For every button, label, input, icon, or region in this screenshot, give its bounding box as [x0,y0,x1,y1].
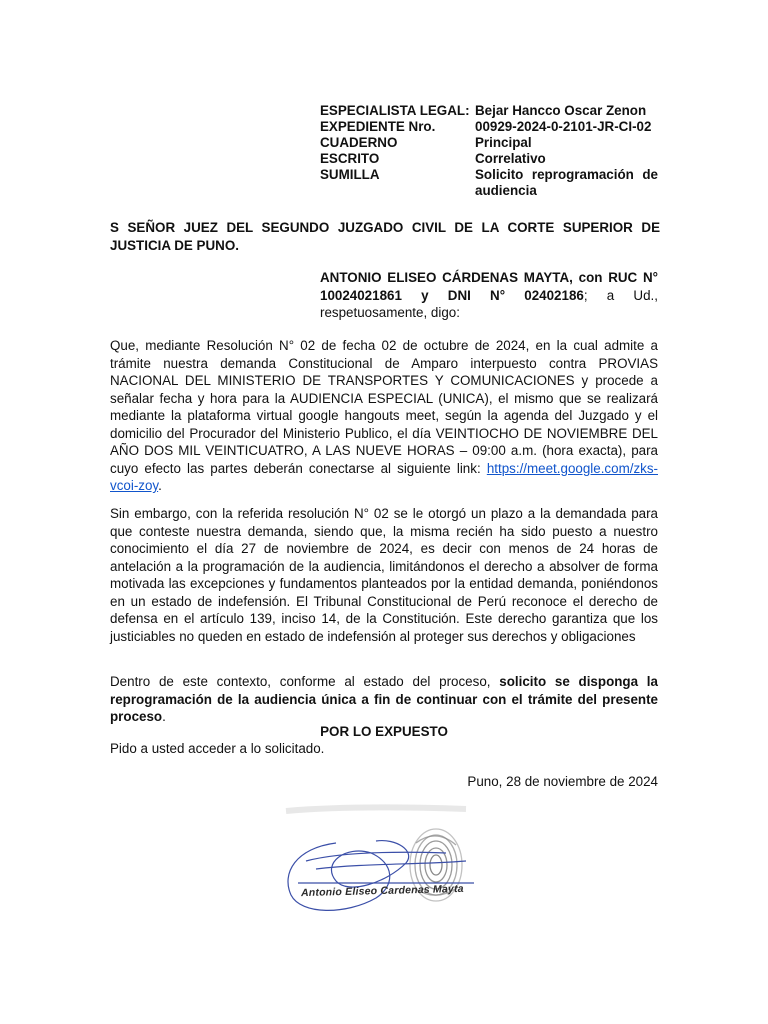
paragraph-resolution-text: Que, mediante Resolución N° 02 de fecha 02 de octubre de 2024, en la cual admite a trámite nuestra demanda Constitucional de Amparo interpuesto contra PROVIAS NACIONAL DEL MINISTERIO DE TRANSPORTES Y COMUNICACIONES y procede a señalar fecha y hora para la AUDIENCIA ESPECIAL (UNICA), el mismo que se realizará mediante la plataforma virtual google hangouts meet, según la agenda del Juzgado y el domicilio del Procurador del Ministerio Publico, el día VEINTIOCHO DE NOVIEMBRE DEL AÑO DOS MIL VEINTICUATRO, A LAS NUEVE HORAS – 09:00 a.m. (hora exacta), para cuyo efecto las partes deberán conectarse al siguiente link: [110,338,658,476]
header-row-escrito [320,151,658,167]
sumilla-label: SUMILLA [320,167,380,182]
petitioner-intro [320,269,658,322]
escrito-value: Correlativo [475,151,546,166]
pen-signature [288,841,474,911]
header-row-sumilla-cont [320,183,658,199]
header-row-especialista [320,103,658,119]
paragraph-request [110,673,658,726]
expediente-label: EXPEDIENTE Nro. [320,119,436,134]
case-header [320,103,658,199]
sumilla-value-line2: audiencia [475,183,537,198]
signature-block [276,803,496,921]
header-row-cuaderno [320,135,658,151]
paragraph-request-bold: solicito se disponga la reprogramación de la audiencia única a fin de continuar con el trámite del presente proceso [110,674,658,724]
petitioner-identity: ANTONIO ELISEO CÁRDENAS MAYTA, con RUC N° 10024021861 y DNI N° 02402186 [320,270,658,303]
paragraph-defense: Sin embargo, con la referida resolución N° 02 se le otorgó un plazo a la demandada para que conteste nuestra demanda, siendo que, la misma recién ha sido puesto a nuestro conocimiento el día 27 de noviembre de 2024, es decir con menos de 24 horas de antelación a la programación de la audiencia, limitándonos el derecho a absolver de forma motivada las excepciones y fundamentos planteados por la entidad demanda, poniéndonos en un estado de indefensión. El Tribunal Constitucional de Perú reconoce el derecho de defensa en el artículo 139, inciso 14, de la Constitución. Este derecho garantiza que los justiciables no queden en estado de indefensión al proteger sus derechos y obligaciones [110,506,658,644]
paragraph-resolution-end: . [158,478,162,493]
header-row-sumilla [320,167,658,183]
sumilla-value-line1: Solicito reprogramación de [475,167,658,182]
cuaderno-label: CUADERNO [320,135,398,150]
especialista-label: ESPECIALISTA LEGAL: [320,103,470,118]
especialista-value: Bejar Hancco Oscar Zenon [475,103,647,118]
paragraph-request-text: Dentro de este contexto, conforme al estado del proceso, [110,674,500,689]
closing-heading: POR LO EXPUESTO [320,724,448,739]
scan-shadow [286,807,466,811]
header-row-expediente [320,119,658,135]
closing-request: Pido a usted acceder a lo solicitado. [110,741,325,756]
place-date: Puno, 28 de noviembre de 2024 [467,774,658,789]
cuaderno-value: Principal [475,135,532,150]
signature-name: Antonio Eliseo Cardenas Mayta [300,882,464,900]
addressee: S SEÑOR JUEZ DEL SEGUNDO JUZGADO CIVIL DE LA CORTE SUPERIOR DE JUSTICIA DE PUNO. [110,220,660,253]
paragraph-resolution [110,337,658,495]
meet-link[interactable]: https://meet.google.com/zks-vcoi-zoy [110,460,658,493]
sumilla-label-spacer [320,183,475,199]
escrito-label: ESCRITO [320,151,380,166]
paragraph-request-end: . [162,709,166,724]
petitioner-salutation: ; a Ud., respetuosamente, digo: [320,287,658,320]
signature-drawing [276,803,496,921]
expediente-value: 00929-2024-0-2101-JR-CI-02 [475,119,652,134]
